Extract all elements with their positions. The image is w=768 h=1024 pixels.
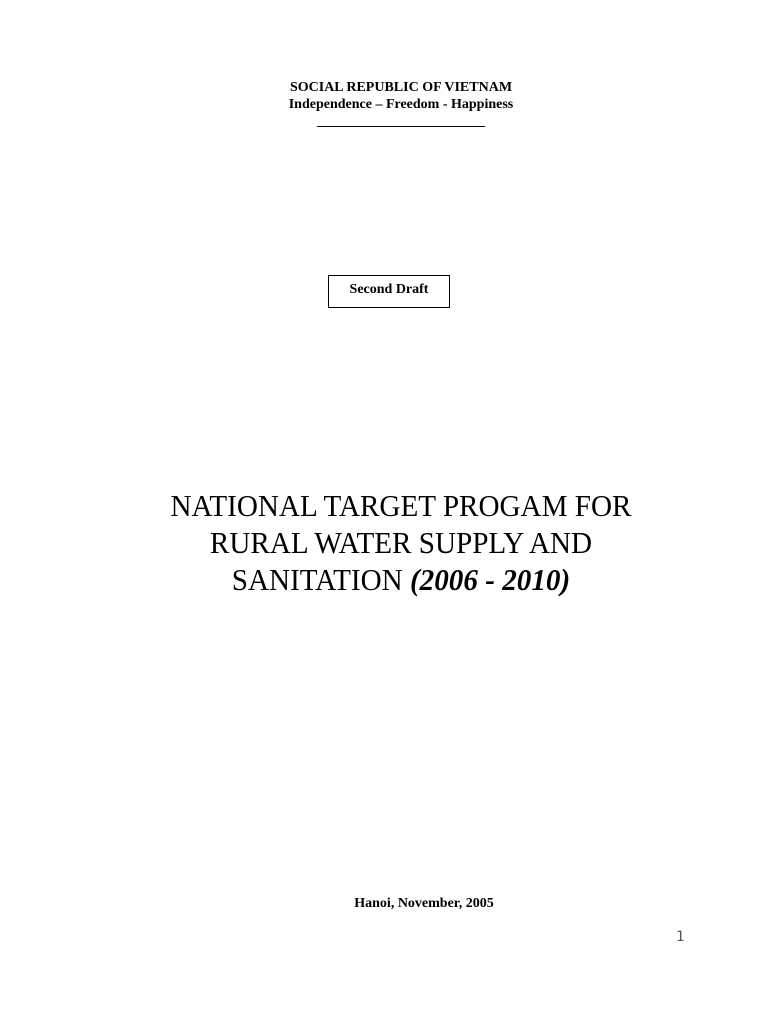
header-underline: ________________________	[317, 114, 485, 129]
place-and-date: Hanoi, November, 2005	[354, 896, 494, 911]
title-line-3-main: SANITATION	[231, 562, 403, 597]
title-line-2: RURAL WATER SUPPLY AND	[209, 525, 593, 560]
title-line-3	[24, 561, 768, 598]
document-title	[24, 487, 768, 598]
draft-label: Second Draft	[349, 282, 429, 297]
title-line-1: NATIONAL TARGET PROGAM FOR	[170, 488, 632, 523]
national-motto: Independence – Freedom - Happiness	[288, 97, 514, 112]
page-number: 1	[676, 929, 685, 945]
country-name: SOCIAL REPUBLIC OF VIETNAM	[289, 80, 513, 95]
title-years: (2006 - 2010)	[409, 562, 571, 597]
draft-status-box	[328, 275, 450, 308]
document-header	[0, 79, 768, 130]
